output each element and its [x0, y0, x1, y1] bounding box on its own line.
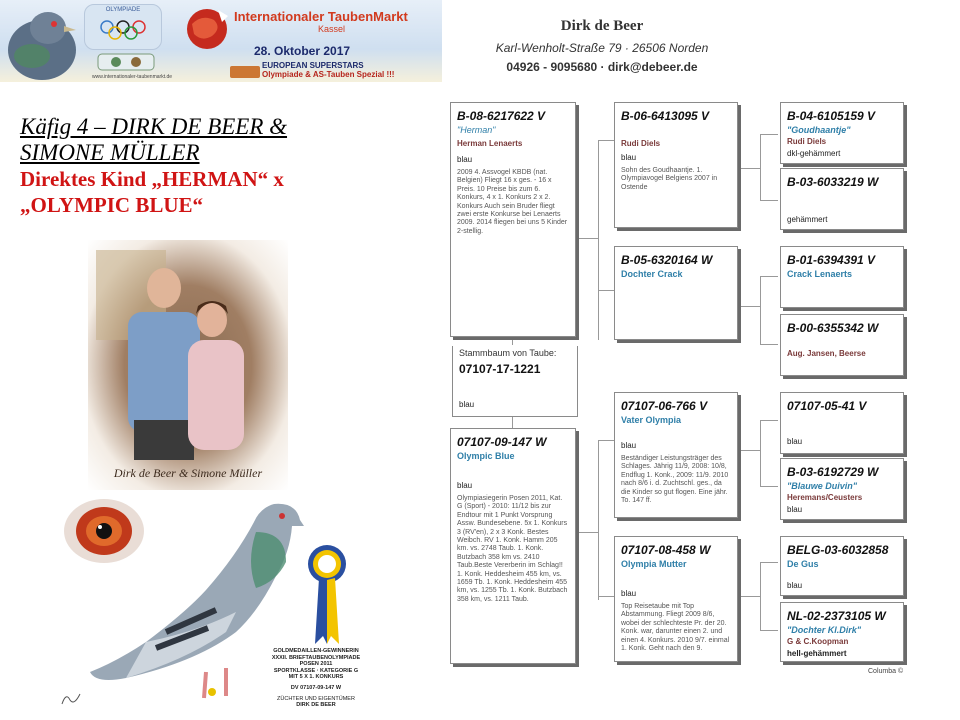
mm-box: [614, 536, 738, 662]
connector-line: [760, 562, 761, 630]
ring-number: B-01-6394391 V: [787, 253, 876, 267]
color-label: hell-gehämmert: [787, 649, 847, 658]
description: Sohn des Goudhaantje. 1. Olympiavogel Belgiens 2007 in Ostende: [621, 167, 718, 191]
connector-line: [760, 420, 778, 421]
medal-line: POSEN 2011: [299, 661, 333, 668]
ring-number: B-04-6105159 V: [787, 109, 876, 123]
banner-title: Internationaler TaubenMarkt: [234, 9, 408, 24]
logo-text: OLYMPIADE: [105, 7, 141, 13]
connector-line: [760, 562, 778, 563]
connector-line: [738, 168, 760, 169]
pigeon-name: Olympia Mutter: [621, 559, 687, 569]
connector-line: [598, 440, 614, 441]
connector-line: [512, 416, 513, 428]
heading-line-2: SIMONE MÜLLER: [20, 140, 200, 165]
pigeon-name: "Herman": [457, 125, 496, 135]
connector-line: [760, 344, 778, 345]
color-label: dkl-gehämmert: [787, 149, 841, 158]
breeder-label: Herman Lenaerts: [457, 139, 523, 148]
ffm-box: [780, 168, 904, 230]
connector-line: [760, 276, 778, 277]
connector-line: [760, 486, 778, 487]
breeder-name: Dirk de Beer: [560, 18, 644, 34]
medal-line: XXXII. BRIEFTAUBENOLYMPIADE: [271, 654, 361, 661]
connector-line: [598, 596, 614, 597]
connector-line: [598, 290, 614, 291]
connector-line: [738, 306, 760, 307]
father-box: [450, 102, 576, 337]
breeder-address: Karl-Wenholt-Straße 79 · 26506 Norden: [495, 41, 709, 55]
banner-url: www.internationaler-taubenmarkt.de: [92, 74, 173, 80]
medal-owner: DIRK DE BEER: [296, 702, 336, 709]
olympic-rings-icon: [85, 13, 161, 43]
breeder-label: Aug. Jansen, Beerse: [787, 349, 866, 358]
medal-rosette-icon: [305, 544, 349, 648]
ring-number: B-00-6355342 W: [787, 321, 879, 335]
ring-number: B-03-6192729 W: [787, 465, 879, 479]
color-label: blau: [457, 481, 473, 490]
people-image: [88, 240, 288, 465]
pigeon-name: Olympic Blue: [457, 451, 515, 461]
fmf-box: [780, 246, 904, 308]
connector-line: [760, 630, 778, 631]
mfm-box: [780, 458, 904, 520]
fm-box: [614, 246, 738, 340]
ring-number: B-05-6320164 W: [621, 253, 713, 267]
connector-line: [760, 134, 761, 200]
ring-number: 07107-06-766 V: [621, 399, 708, 413]
banner-subtitle-2: Olympiade & AS-Tauben Spezial !!!: [262, 70, 395, 79]
connector-line: [760, 276, 761, 344]
color-label: blau: [787, 437, 803, 446]
mf-box: [614, 392, 738, 518]
breeder-label: Rudi Diels: [621, 139, 661, 148]
subject-ring: 07107-17-1221: [459, 362, 541, 376]
subject-color: blau: [459, 400, 475, 409]
connector-line: [598, 140, 614, 141]
fmm-box: [780, 314, 904, 376]
ring-number: 07107-09-147 W: [457, 435, 547, 449]
connector-line: [760, 420, 761, 486]
connector-line: [738, 596, 760, 597]
heading-line-1: Käfig 4 – DIRK DE BEER &: [20, 114, 288, 139]
description: Beständiger Leistungsträger des Schlages. Jährig 11/9, 2008: 10/8, Endflug 1. Konk., 2009: 11/9. 2010 nach 8/6 i. d. Zuchtschl. ges., da die Kinder so gut flogen. Eine jähr. To. 147 ff.: [621, 455, 729, 505]
color-label: blau: [621, 589, 637, 598]
ring-number: NL-02-2373105 W: [787, 609, 886, 623]
connector-line: [738, 450, 760, 451]
cage-heading: [20, 114, 420, 218]
connector-line: [576, 532, 598, 533]
pigeon-name: Vater Olympia: [621, 415, 682, 425]
medal-line: SPORTKLASSE · KATEGORIE G: [273, 667, 359, 674]
photo-caption: Dirk de Beer & Simone Müller: [113, 466, 263, 480]
owners-photo: [88, 240, 288, 490]
mother-box: [450, 428, 576, 664]
medal-line: GOLDMEDAILLEN-GEWINNERIN: [273, 648, 359, 654]
connector-line: [760, 200, 778, 201]
ff-box: [614, 102, 738, 228]
description: Top Reisetaube mit Top Abstammung. Fliegt 2009 8/6, wobei der schlechteste Pr. der 20. Konk. war, darunter einen 2. und einen 4. Konkurs. 2010 9/7. einmal 1. Konk. Geht nach den 9.: [621, 603, 730, 653]
banner-date: 28. Oktober 2017: [254, 44, 351, 58]
pigeon-name: "Goudhaantje": [787, 125, 851, 135]
auction-logo-icon: [230, 66, 260, 78]
connector-line: [576, 238, 598, 239]
pigeon-name: "Dochter Kl.Dirk": [787, 625, 862, 635]
ring-number: BELG-03-6032858: [787, 543, 889, 557]
description: 2009 4. Assvogel KBDB (nat. Belgien) Fliegt 16 x ges. - 16 x Preis. 10 Preise bis zum 6. Konkurs, 4 x 1. Konkurs 2 x 2. Konkurs Auch sein Bruder fliegt zwei erste Konkurse bei Lenaerts 2009. 2014 fliegen bei uns 5 Kinder 2-stellig.: [457, 169, 568, 235]
mff-box: [780, 392, 904, 454]
breeder-label: G & C.Koopman: [787, 637, 849, 646]
medal-info: [246, 648, 386, 709]
pigeon-name: Dochter Crack: [621, 269, 683, 279]
ring-number: B-03-6033219 W: [787, 175, 879, 189]
globe-icon: [182, 4, 232, 54]
subject-label: Stammbaum von Taube:: [459, 348, 557, 358]
fff-box: [780, 102, 904, 164]
heading-line-4: „OLYMPIC BLUE“: [20, 193, 204, 217]
pigeon-name: Crack Lenaerts: [787, 269, 853, 279]
ring-number: 07107-08-458 W: [621, 543, 711, 557]
breeder-label: Rudi Diels: [787, 137, 827, 146]
medal-ring: DV 07107-09-147 W: [290, 684, 342, 691]
connector-line: [598, 140, 599, 340]
color-label: blau: [621, 441, 637, 450]
color-label: gehämmert: [787, 215, 828, 224]
banner-city: Kassel: [318, 24, 346, 34]
pigeon-name: "Blauwe Duivin": [787, 481, 858, 491]
description: Olympiasiegerin Posen 2011, Kat. G (Sport) - 2010: 11/12 bis zur Endtour mit 1 Punkt Vorsprung Assw. Bundesebene. 5x 1. Konkurs 3 (RV'en), 2 x 3 Konk. Bestes Weibch. RV 1. Konk. Hamm 205 km. vs. 2748 Taub. 1. Konk. Butzbach 358 km vs. 2410 Taub.Beste Vererberin im Schlag!! 1. Konk. Heddesheim 455 km, vs. 1659 Tb. 1. Konk. Heddesheim 455 km, vs. 1255 Tb. 1. Konk. Butzbach 358 km, vs. 1211 Taub.: [457, 495, 568, 603]
breeder-contact: 04926 - 9095680 · dirk@debeer.de: [506, 60, 698, 74]
breeder-label: Heremans/Ceusters: [787, 493, 863, 502]
ring-number: B-06-6413095 V: [621, 109, 710, 123]
pigeon-name: De Gus: [787, 559, 819, 569]
color-label: blau: [621, 153, 637, 162]
ring-number: 07107-05-41 V: [787, 399, 867, 413]
heading-line-3: Direktes Kind „HERMAN“ x: [20, 167, 284, 191]
ring-number: B-08-6217622 V: [457, 109, 546, 123]
olympiade-logo: [84, 4, 162, 50]
signature-icon: [60, 690, 82, 708]
small-logo-icon: [96, 52, 156, 72]
mmm-box: [780, 602, 904, 662]
connector-line: [760, 134, 778, 135]
connector-line: [598, 440, 599, 600]
subject-box: [452, 346, 578, 417]
footer-copyright: Columba ©: [868, 668, 904, 675]
mmf-box: [780, 536, 904, 596]
color-label: blau: [457, 155, 473, 164]
medal-line: MIT 5 X 1. KONKURS: [288, 674, 344, 681]
medal-line: ZÜCHTER UND EIGENTÜMER: [277, 695, 355, 702]
pigeon-head-icon: [2, 2, 80, 80]
event-banner: [0, 0, 442, 82]
color-label: blau: [787, 505, 803, 514]
banner-subtitle-1: EUROPEAN SUPERSTARS: [262, 61, 364, 70]
color-label: blau: [787, 581, 803, 590]
